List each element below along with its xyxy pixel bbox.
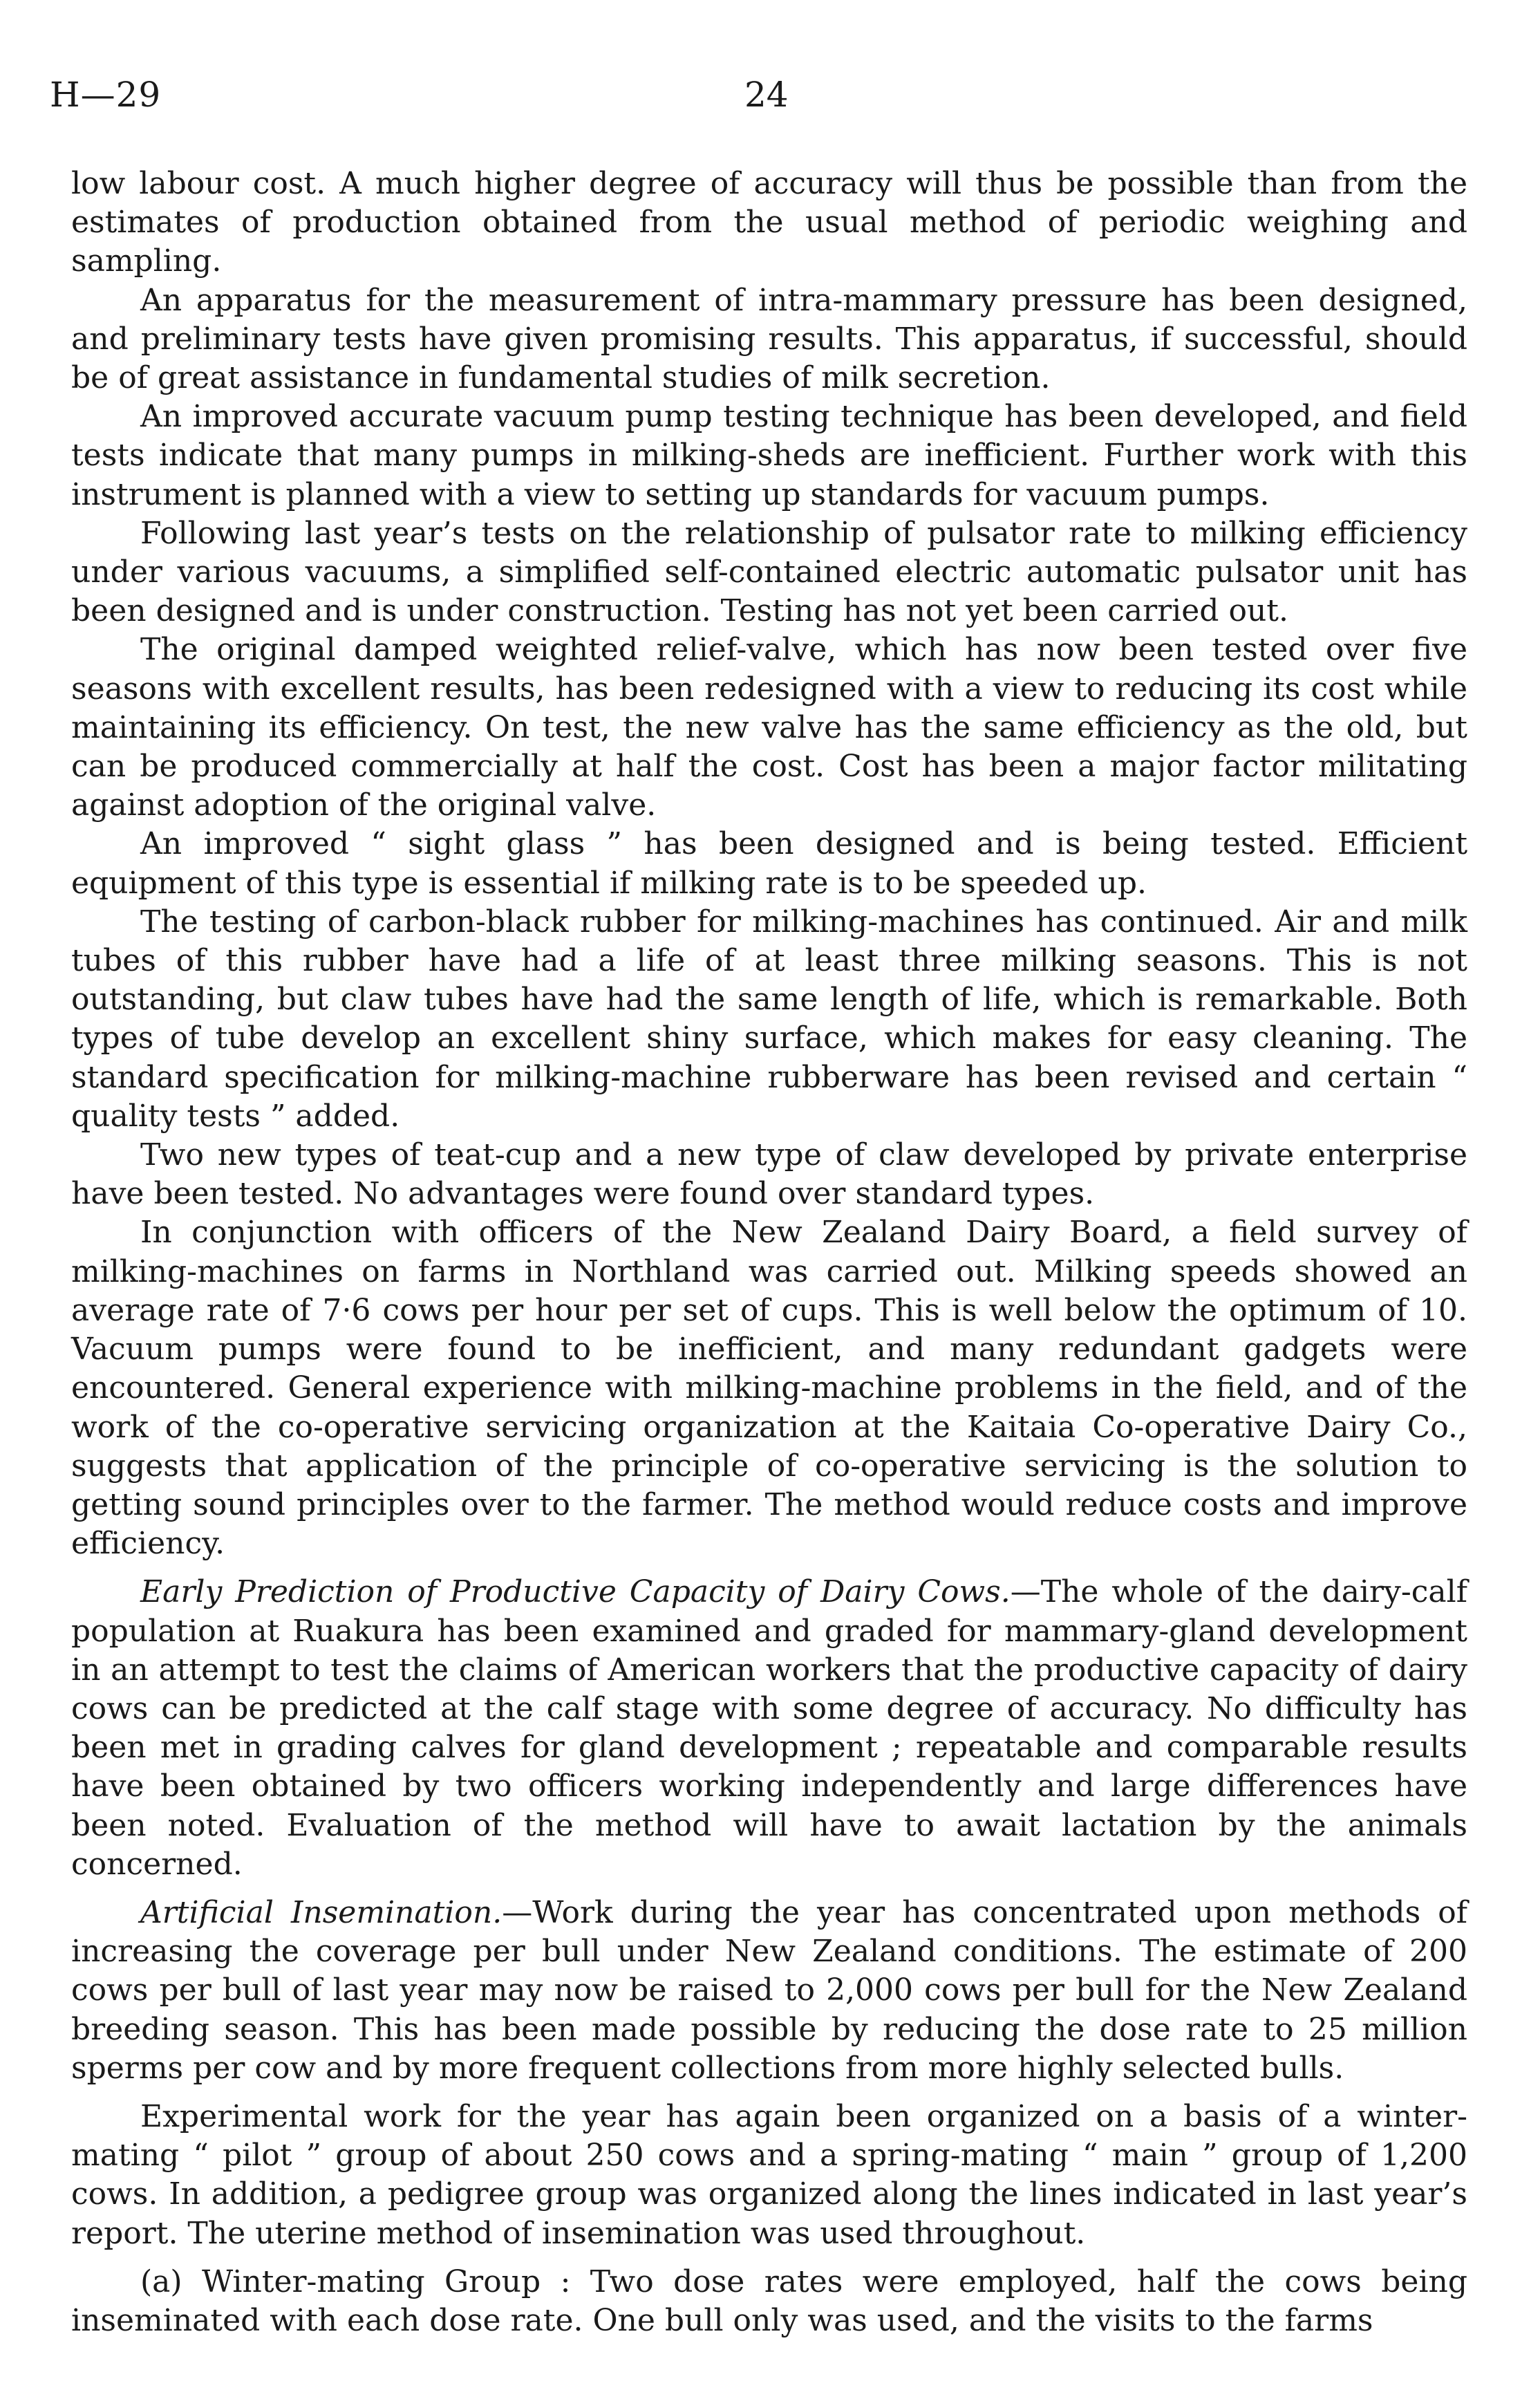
paragraph (71, 1213, 1467, 1563)
paragraph (71, 398, 1467, 514)
body-text (71, 165, 1467, 2340)
paragraph (71, 1136, 1467, 1213)
paragraph (71, 514, 1467, 631)
paragraph (71, 825, 1467, 902)
paragraph (71, 165, 1467, 281)
paragraph-text: —Work during the year has concentrated upon methods of increasing the coverage per bull under New Zealand conditions. The estimate of 200 cows per bull of last year may now be raised to 2,000 cows per bull for the New Zealand breeding season. This has been made possible by reducing the dose rate to 25 million sperms per cow and by more frequent collections from more highly selected bulls. (71, 1894, 1467, 2086)
paragraph-text: An apparatus for the measurement of intra-mammary pressure has been designed, and preliminary tests have given promising results. This apparatus, if successful, should be of great assistance in fundamental studies of milk secretion. (71, 282, 1467, 396)
section-heading: Early Prediction of Productive Capacity of Dairy Cows. (140, 1574, 1011, 1610)
paragraph-text: low labour cost. A much higher degree of accuracy will thus be possible than from the estimates of production obtained from the usual method of periodic weighing and sampling. (71, 166, 1467, 279)
paragraph-text: Following last year’s tests on the relationship of pulsator rate to milking efficiency under various vacuums, a simplified self-contained electric automatic pulsator unit has been designed and is under construction. Testing has not yet been carried out. (71, 515, 1467, 629)
paragraph-text: Experimental work for the year has again been organized on a basis of a winter-mating “ pilot ” group of about 250 cows and a spring-mating “ main ” group of 1,200 cows. In addition, a pedigree group was organized along the lines indicated in last year’s report. The uterine method of insemination was used throughout. (71, 2098, 1467, 2251)
document-id: H—29 (50, 75, 162, 115)
section-heading: Artificial Insemination. (140, 1894, 503, 1930)
paragraph-text: An improved “ sight glass ” has been designed and is being tested. Efficient equipment of this type is essential if milking rate is to be speeded up. (71, 826, 1467, 901)
paragraph (71, 2263, 1467, 2340)
paragraph (71, 281, 1467, 398)
paragraph (71, 631, 1467, 825)
paragraph-text: —The whole of the dairy-calf population at Ruakura has been examined and graded for mammary-gland development in an attempt to test the claims of American workers that the productive capacity of dairy cows can be predicted at the calf stage with some degree of accuracy. No difficulty has been met in grading calves for gland development ; repeatable and comparable results have been obtained by two officers working independently and large differences have been noted. Evaluation of the method will have to await lactation by the animals concerned. (71, 1574, 1467, 1882)
paragraph-text: The testing of carbon-black rubber for milking-machines has continued. Air and milk tubes of this rubber have had a life of at least three milking seasons. This is not outstanding, but claw tubes have had the same length of life, which is remarkable. Both types of tube develop an excellent shiny surface, which makes for easy cleaning. The standard specification for milking-machine rubberware has been revised and certain “ quality tests ” added. (71, 904, 1467, 1134)
page-header (50, 75, 1467, 130)
paragraph (71, 1573, 1467, 1884)
paragraph (71, 1894, 1467, 2088)
paragraph-text: (a) Winter-mating Group : Two dose rates were employed, half the cows being inseminated with each dose rate. One bull only was used, and the visits to the farms (71, 2263, 1467, 2338)
paragraph-text: Two new types of teat-cup and a new type of claw developed by private enterprise have been tested. No advantages were found over standard types. (71, 1137, 1467, 1212)
paragraph-text: The original damped weighted relief-valve, which has now been tested over five seasons with excellent results, has been redesigned with a view to reducing its cost while maintaining its efficiency. On test, the new valve has the same efficiency as the old, but can be produced commercially at half the cost. Cost has been a major factor militating against adoption of the original valve. (71, 632, 1467, 823)
paragraph (71, 2098, 1467, 2253)
paragraph-text: In conjunction with officers of the New Zealand Dairy Board, a field survey of milking-machines on farms in Northland was carried out. Milking speeds showed an average rate of 7·6 cows per hour per set of cups. This is well below the optimum of 10. Vacuum pumps were found to be inefficient, and many redundant gadgets were encountered. General experience with milking-machine problems in the field, and of the work of the co-operative servicing organization at the Kaitaia Co-operative Dairy Co., suggests that application of the principle of co-operative servicing is the solution to getting sound principles over to the farmer. The method would reduce costs and improve efficiency. (71, 1215, 1467, 1562)
paragraph (71, 903, 1467, 1136)
paragraph-text: An improved accurate vacuum pump testing technique has been developed, and field tests indicate that many pumps in milking-sheds are inefficient. Further work with this instrument is planned with a view to setting up standards for vacuum pumps. (71, 399, 1467, 512)
page-number: 24 (744, 75, 789, 115)
